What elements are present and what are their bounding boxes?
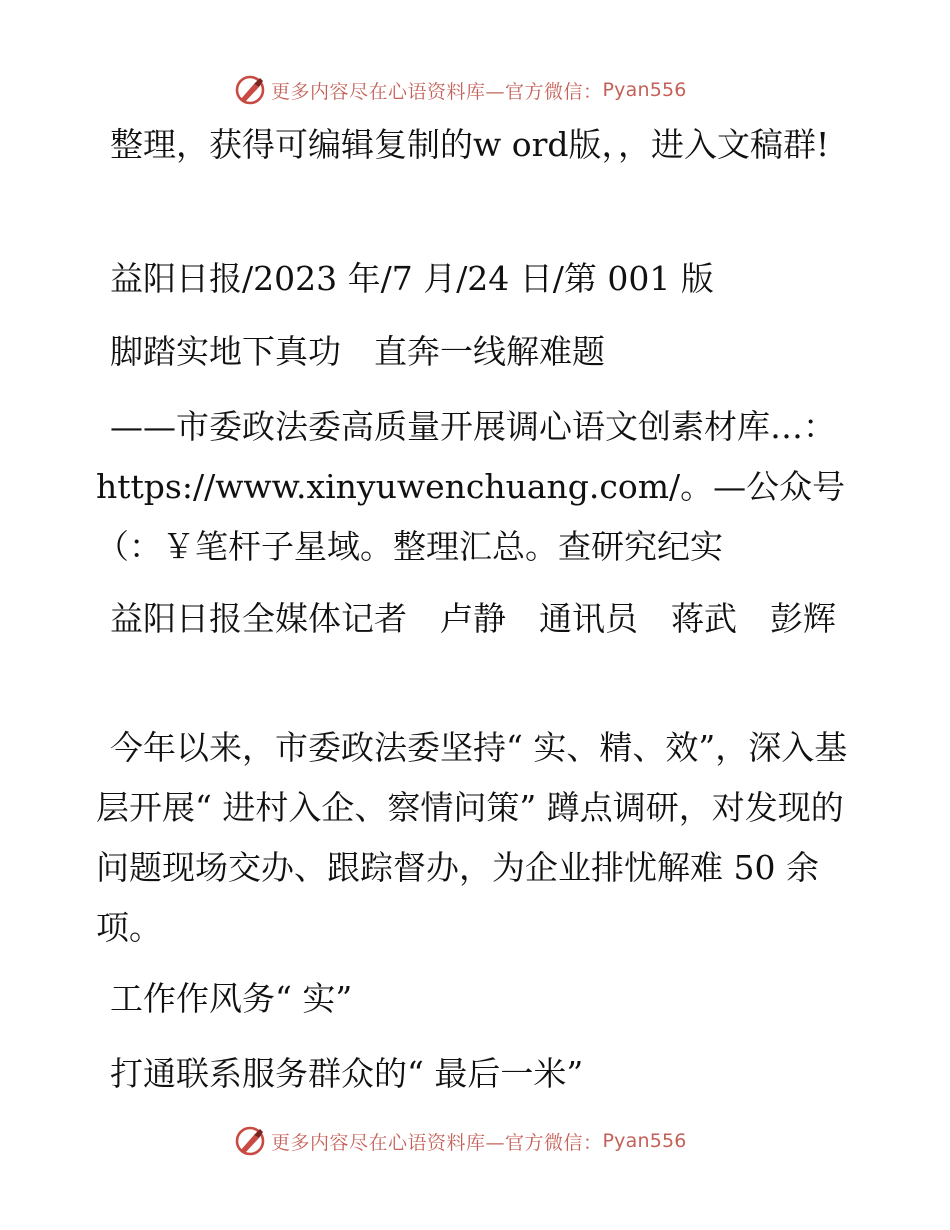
watermark-wechat-id: Pyan556 xyxy=(602,1130,687,1152)
paragraph-source-line: 益阳日报/2023 年/7 月/24 日/第 001 版 xyxy=(110,259,714,298)
section-heading: 工作作风务“ 实” xyxy=(110,979,353,1018)
pen-nib-circle-icon xyxy=(234,1125,266,1157)
paragraph-lead: 今年以来，市委政法委坚持“ 实、精、效”，深入基层开展“ 进村入企、察情问策” 蹲点调研，对发现的问题现场交办、跟踪督办，为企业排忧解难 50 余项。 xyxy=(96,728,848,947)
paragraph-byline: 益阳日报全媒体记者 卢静 通讯员 蒋武 彭辉 xyxy=(110,599,836,638)
watermark-wechat-id: Pyan556 xyxy=(602,79,687,101)
pen-nib-circle-icon xyxy=(234,74,266,106)
section-subheading: 打通联系服务群众的“ 最后一米” xyxy=(110,1054,584,1093)
article-headline: 脚踏实地下真功 直奔一线解难题 xyxy=(110,332,605,371)
paragraph-intro: 整理，获得可编辑复制的w ord版，，进入文稿群! xyxy=(110,125,830,164)
watermark-text: 更多内容尽在心语资料库—官方微信： xyxy=(271,1131,603,1154)
article-subheadline: ——市委政法委高质量开展调心语文创素材库…：https://www.xinyuwenchuang.com/。—公众号（：￥笔杆子星域。整理汇总。查研究纪实 xyxy=(96,407,846,566)
watermark-header xyxy=(234,73,687,107)
watermark-footer xyxy=(234,1124,687,1158)
watermark-text: 更多内容尽在心语资料库—官方微信： xyxy=(271,80,603,103)
